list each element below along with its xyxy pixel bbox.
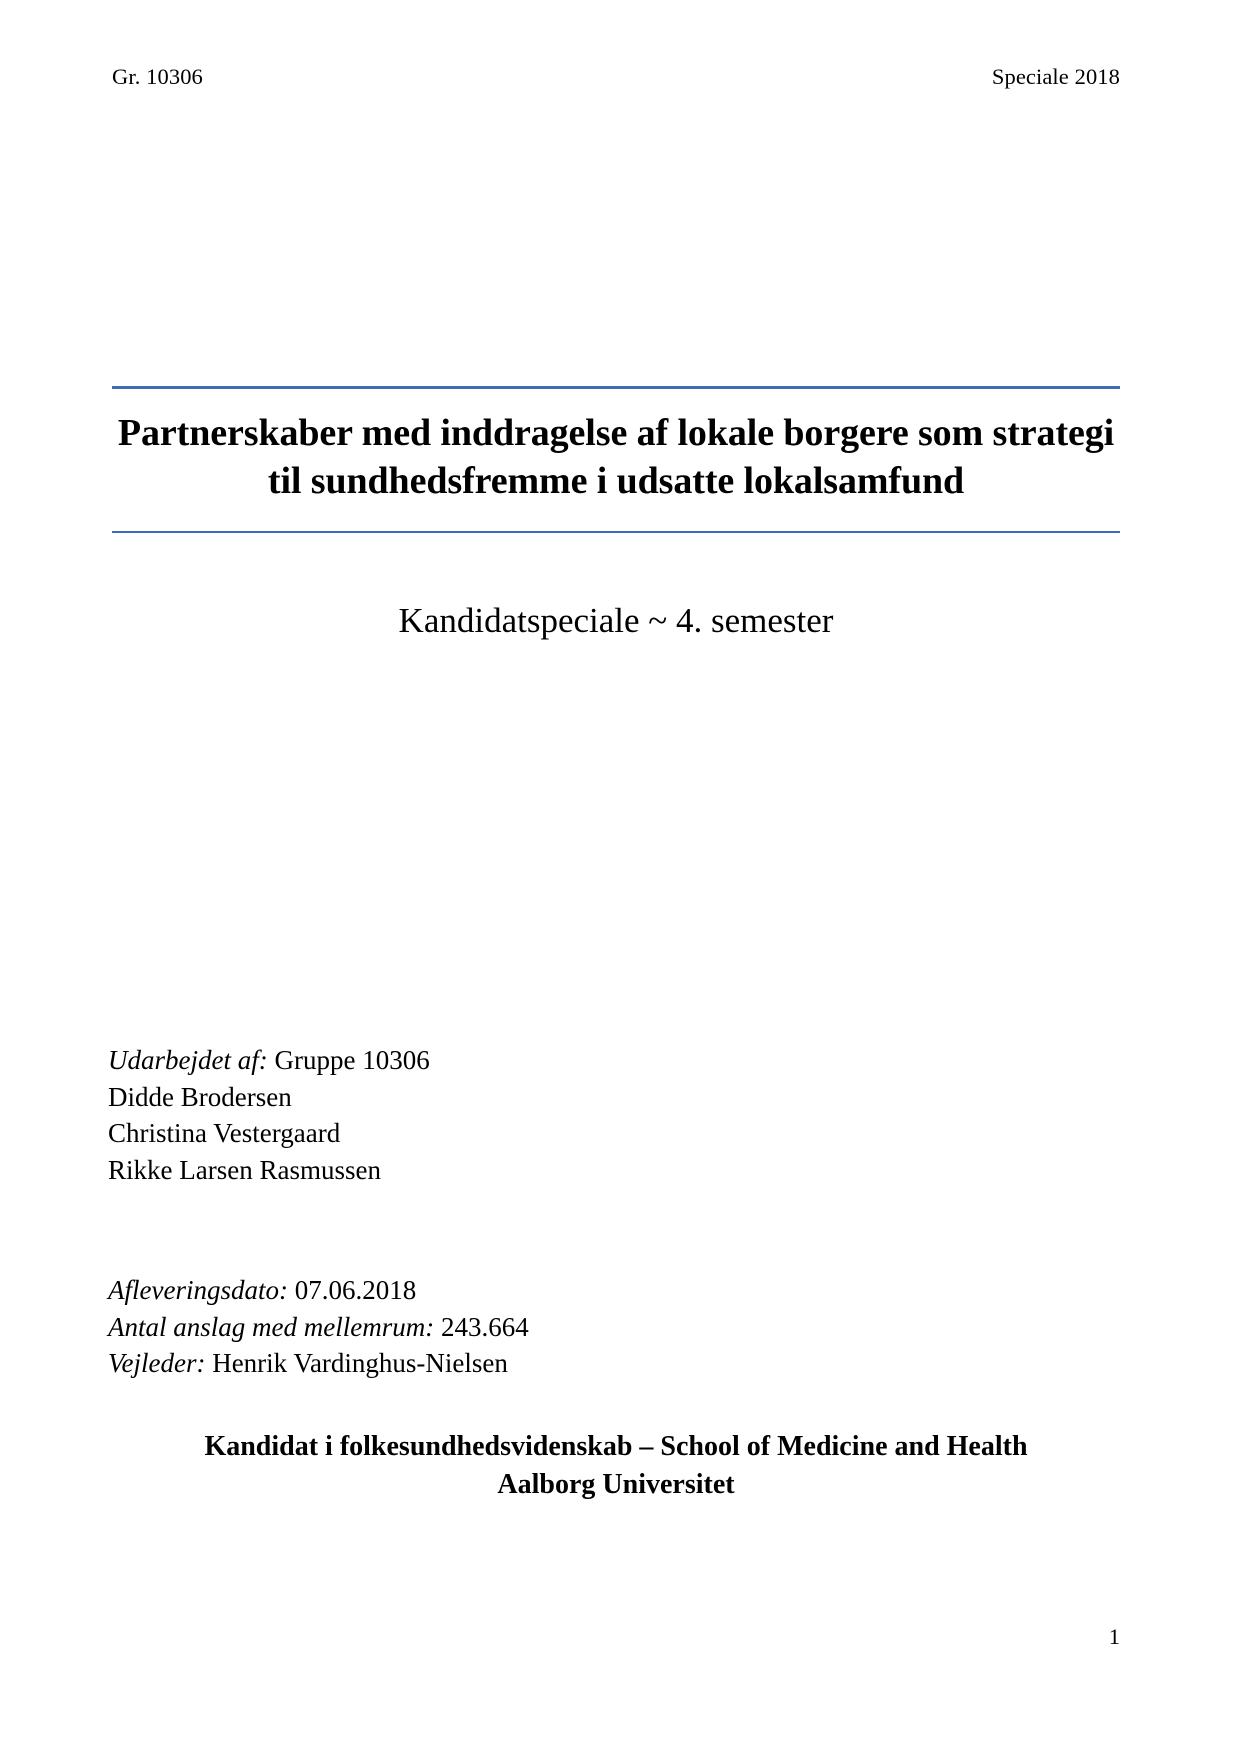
institution-block — [112, 1428, 1120, 1504]
author-group-line — [108, 1042, 430, 1079]
supervisor-label: Vejleder: — [108, 1348, 206, 1378]
submission-date-value: 07.06.2018 — [294, 1275, 417, 1305]
character-count-line — [108, 1309, 529, 1346]
metadata-block — [108, 1272, 529, 1382]
author-name: Christina Vestergaard — [108, 1118, 341, 1148]
author-label: Udarbejdet af: — [108, 1045, 268, 1075]
author-block — [108, 1042, 430, 1188]
institution-university: Aalborg Universitet — [497, 1469, 735, 1500]
document-subtitle: Kandidatspeciale ~ 4. semester — [398, 601, 834, 640]
author-name: Didde Brodersen — [108, 1081, 292, 1112]
institution-program: Kandidat i folkesundhedsvidenskab – School of Medicine and Health — [204, 1431, 1028, 1462]
author-group-value: Gruppe 10306 — [274, 1045, 430, 1075]
page-title: Partnerskaber med inddragelse af lokale borgere som strategi til sundhedsfremme i udsatte lokalsamfund — [117, 412, 1115, 502]
submission-date-label: Afleveringsdato: — [108, 1275, 288, 1305]
running-header — [112, 62, 1120, 92]
header-document-type: Speciale 2018 — [991, 64, 1120, 89]
supervisor-value: Henrik Vardinghus-Nielsen — [212, 1348, 508, 1378]
submission-date-line — [108, 1272, 529, 1309]
author-name: Rikke Larsen Rasmussen — [108, 1154, 381, 1185]
page-number: 1 — [1108, 1624, 1120, 1649]
character-count-value: 243.664 — [440, 1311, 529, 1342]
title-block — [112, 386, 1120, 533]
header-group-number: Gr. 10306 — [112, 64, 203, 89]
supervisor-line — [108, 1345, 529, 1382]
character-count-label: Antal anslag med mellemrum: — [108, 1311, 435, 1342]
